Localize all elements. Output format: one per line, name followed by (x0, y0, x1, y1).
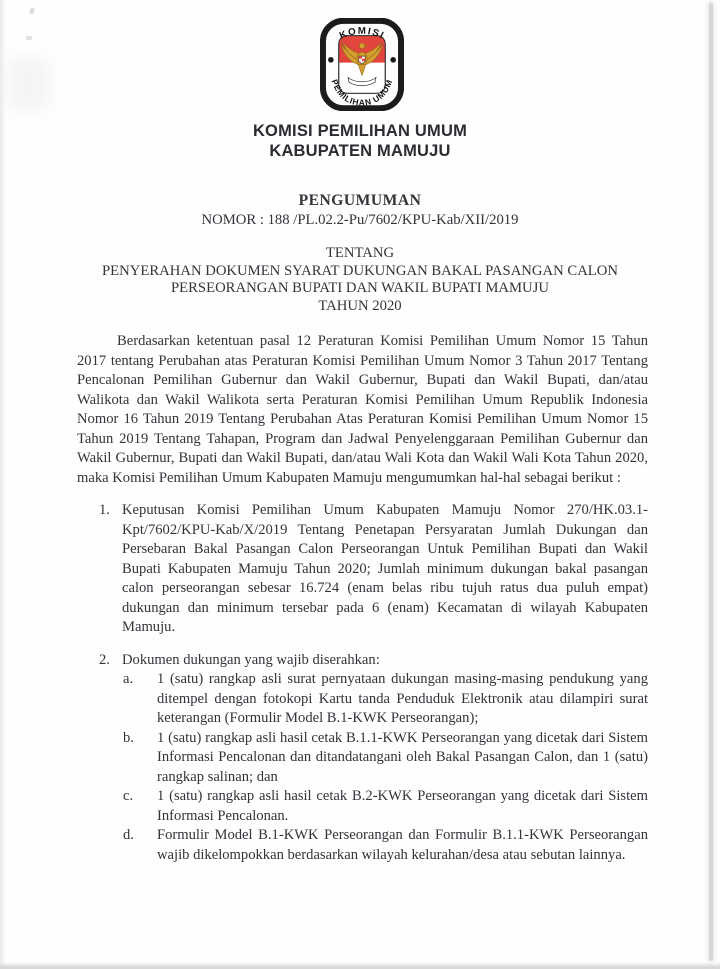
list-item-text (122, 651, 648, 866)
logo-left-dot (328, 57, 334, 63)
sublist-item-letter: a. (123, 671, 134, 687)
sublist-item (122, 670, 648, 729)
document-title-block (0, 192, 720, 316)
sublist-item-letter: d. (123, 827, 134, 843)
list-item (77, 501, 648, 638)
org-name-line2: KABUPATEN MAMUJU (269, 142, 451, 160)
list-item-text: Keputusan Komisi Pemilihan Umum Kabupaten Mamuju Nomor 270/HK.03.1-Kpt/7602/KPU-Kab/X/2019 Tentang Penetapan Persyaratan Jumlah Dukungan dan Persebaran Bakal Pasangan Calon Perseorangan Untuk Pemilihan Bupati dan Wakil Bupati Kabupaten Mamuju Tahun 2020; Jumlah minimum dukungan bakal pasangan calon perseorangan sebesar 16.724 (enam belas ribu tujuh ratus dua puluh empat) dukungan dan minimum tersebar pada 6 (enam) Kecamatan di wilayah Kabupaten Mamuju. (122, 502, 648, 635)
list-item (77, 651, 648, 866)
sublist-item (122, 826, 648, 865)
scan-speck (29, 8, 35, 15)
document-number: NOMOR : 188 /PL.02.2-Pu/7602/KPU-Kab/XII/2019 (201, 211, 519, 228)
page-bottom-edge-shadow (0, 962, 720, 969)
document-body (77, 332, 648, 865)
numbered-list (77, 501, 648, 865)
garuda-shield-red-quadrant (362, 59, 365, 62)
document-type-heading: PENGUMUMAN (298, 192, 422, 209)
list-item-number: 1. (99, 502, 110, 518)
subject-line-1: PENYERAHAN DOKUMEN SYARAT DUKUNGAN BAKAL PASANGAN CALON (102, 262, 618, 279)
sublist-item-text: Formulir Model B.1-KWK Perseorangan dan Formulir B.1.1-KWK Perseorangan wajib dikelompokkan berdasarkan wilayah kelurahan/desa atau sebutan lainnya. (157, 827, 648, 863)
sublist-item-letter: b. (123, 729, 134, 746)
lettered-sublist (122, 670, 648, 865)
sublist-item-letter: c. (123, 788, 134, 804)
subject-line-2: PERSEORANGAN BUPATI DAN WAKIL BUPATI MAMUJU (171, 280, 549, 297)
logo-top-text: KOMISI (337, 25, 387, 42)
logo-bottom-text: PEMILIHAN UMUM (329, 77, 395, 108)
sublist-item (122, 787, 648, 826)
opening-paragraph: Berdasarkan ketentuan pasal 12 Peraturan Komisi Pemilihan Umum Nomor 15 Tahun 2017 tentang Perubahan atas Peraturan Komisi Pemilihan Umum Nomor 3 Tahun 2017 Tentang Pencalonan Pemilihan Gubernur dan Wakil Gubernur, Bupati dan Wakil Bupati, dan/atau Walikota dan Wakil Walikota serta Peraturan Komisi Pemilihan Umum Republik Indonesia Nomor 16 Tahun 2019 Tentang Perubahan Atas Peraturan Komisi Pemilihan Umum Nomor 15 Tahun 2019 Tentang Tahapan, Program dan Jadwal Penyelenggaraan Pemilihan Gubernur dan Wakil Gubernur, Bupati dan Wakil Bupati, dan/atau Wali Kota dan Wakil Wali Kota Tahun 2020, maka Komisi Pemilihan Umum Kabupaten Mamuju mengumumkan hal-hal sebagai berikut : (77, 333, 648, 486)
scan-smudge (8, 58, 50, 110)
kpu-logo-icon (320, 18, 404, 111)
garuda-shield-red-quadrant (359, 56, 362, 59)
subject-line-3: TAHUN 2020 (318, 297, 402, 314)
list-item-number: 2. (99, 651, 110, 668)
logo-right-dot (390, 57, 396, 63)
about-label: TENTANG (325, 245, 395, 262)
scan-speck (26, 36, 32, 40)
list-item-lead: Dokumen dukungan yang wajib diserahkan: (122, 651, 380, 668)
org-name-line1: KOMISI PEMILIHAN UMUM (252, 122, 468, 140)
letterhead (0, 121, 720, 161)
sublist-item-text: 1 (satu) rangkap asli hasil cetak B.1.1-KWK Perseorangan yang dicetak dari Sistem Informasi Pencalonan dan ditandatangani oleh Bakal Pasangan Calon, dan 1 (satu) rangkap salinan; dan (157, 729, 648, 785)
sublist-item-text: 1 (satu) rangkap asli hasil cetak B.2-KWK Perseorangan yang dicetak dari Sistem Informasi Pencalonan. (157, 788, 648, 824)
sublist-item-text: 1 (satu) rangkap asli surat pernyataan dukungan masing-masing pendukung yang ditempel dengan fotokopi Kartu tanda Penduduk Elektronik atau dilampiri surat keterangan (Formulir Model B.1-KWK Perseorangan); (157, 671, 648, 726)
sublist-item (122, 729, 648, 788)
